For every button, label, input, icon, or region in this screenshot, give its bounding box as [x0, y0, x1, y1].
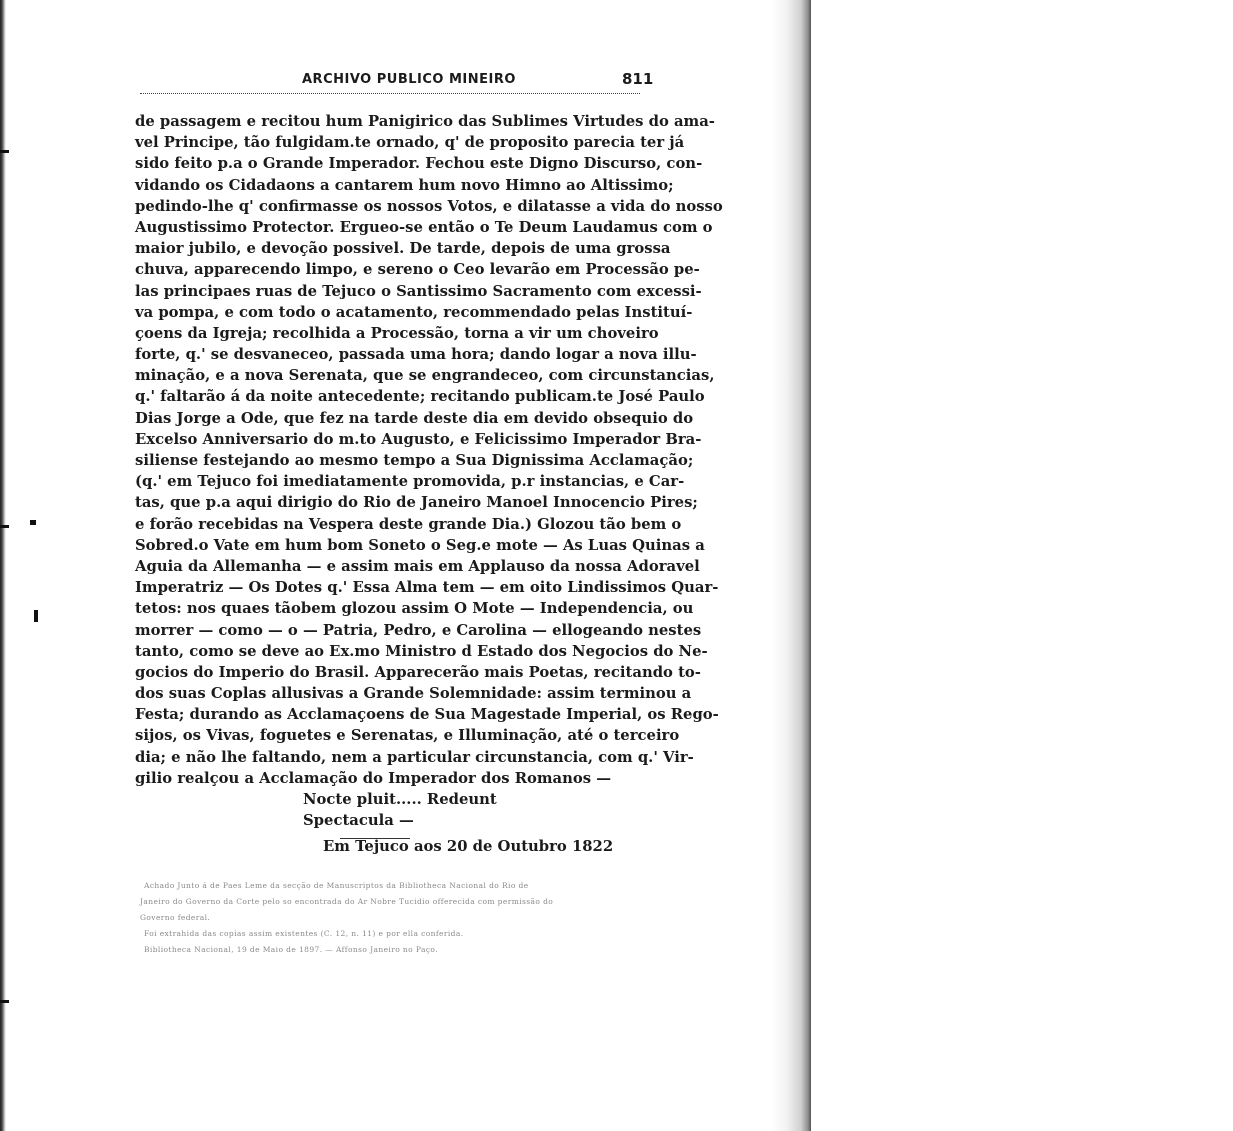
text-line: Festa; durando as Acclamaçoens de Sua Magestade Imperial, os Rego- — [135, 706, 719, 724]
text-line: tetos: nos quaes tãobem glozou assim O Mote — Independencia, ou — [135, 600, 694, 618]
footnote-line: Janeiro do Governo da Corte pelo so encontrada do Ar Nobre Tucidio offerecida com permissão do — [140, 897, 554, 906]
footnote-line: Achado Junto á de Paes Leme da secção de Manuscriptos da Bibliotheca Nacional do Rio de — [144, 881, 529, 890]
text-line: gocios do Imperio do Brasil. Apparecerão mais Poetas, recitando to- — [135, 663, 701, 681]
text-line: Aguia da Allemanha — e assim mais em Applauso da nossa Adoravel — [135, 557, 700, 575]
text-line: morrer — como — o — Patria, Pedro, e Carolina — ellogeando nestes — [135, 621, 702, 639]
footnote-line: Bibliotheca Nacional, 19 de Maio de 1897. — Affonso Janeiro no Paço. — [144, 945, 438, 954]
text-line: forte, q.' se desvaneceo, passada uma hora; dando logar a nova illu- — [135, 346, 697, 364]
text-line: dos suas Coplas allusivas a Grande Solemnidade: assim terminou a — [135, 685, 692, 703]
text-line: tanto, como se deve ao Ex.mo Ministro d Estado dos Negocios do Ne- — [135, 642, 708, 660]
text-line: va pompa, e com todo o acatamento, recommendado pelas Instituí- — [135, 303, 693, 321]
body-text — [135, 111, 723, 857]
text-line: maior jubilo, e devoção possivel. De tarde, depois de uma grossa — [135, 240, 671, 258]
scan-mark — [0, 1000, 9, 1003]
running-header-title: ARCHIVO PUBLICO MINEIRO — [302, 72, 516, 87]
text-line: dia; e não lhe faltando, nem a particular circunstancia, com q.' Vir- — [135, 748, 694, 766]
text-line: de passagem e recitou hum Panigirico das Sublimes Virtudes do ama- — [135, 113, 715, 130]
text-line: tas, que p.a aqui dirigio do Rio de Janeiro Manoel Innocencio Pires; — [135, 494, 698, 512]
text-line: Augustissimo Protector. Ergueo-se então o Te Deum Laudamus com o — [135, 218, 713, 236]
text-line: sido feito p.a o Grande Imperador. Fechou este Digno Discurso, con- — [135, 155, 703, 173]
text-line: q.' faltarão á da noite antecedente; recitando publicam.te José Paulo — [135, 388, 705, 406]
footnote-line: Foi extrahida das copias assim existentes (C. 12, n. 11) e por ella conferida. — [144, 929, 464, 938]
text-line: Excelso Anniversario do m.to Augusto, e Felicissimo Imperador Bra- — [135, 430, 702, 448]
page-left-edge — [0, 0, 6, 1131]
header-rule — [140, 93, 640, 94]
text-line: vel Principe, tão fulgidam.te ornado, q' de proposito parecia ter já — [135, 134, 685, 152]
text-line: vidando os Cidadaons a cantarem hum novo Himno ao Altissimo; — [135, 176, 674, 194]
verse-line-1: Nocte pluit..... Redeunt — [303, 791, 497, 808]
page-right-edge — [771, 0, 811, 1131]
text-line: e forão recebidas na Vespera deste grande Dia.) Glozou tão bem o — [135, 515, 682, 533]
scan-mark — [0, 150, 9, 153]
text-line: siliense festejando ao mesmo tempo a Sua Dignissima Acclamação; — [135, 452, 694, 469]
text-line: Dias Jorge a Ode, que fez na tarde deste dia em devido obsequio do — [135, 409, 694, 427]
scan-mark — [0, 525, 9, 528]
text-line: çoens da Igreja; recolhida a Processão, torna a vir um choveiro — [135, 324, 659, 342]
scan-mark — [30, 520, 36, 525]
page-number: 811 — [622, 70, 654, 88]
text-line: minação, e a nova Serenata, que se engrandeceo, com circunstancias, — [135, 367, 715, 385]
running-header — [132, 70, 652, 92]
text-line: (q.' em Tejuco foi imediatamente promovida, p.r instancias, e Car- — [135, 473, 685, 491]
text-line: chuva, apparecendo limpo, e sereno o Ceo levarão em Processão pe- — [135, 261, 700, 279]
text-line: Sobred.o Vate em hum bom Soneto o Seg.e mote — As Luas Quinas a — [135, 536, 705, 554]
footnotes — [140, 878, 645, 958]
verse-line-2: Spectacula — — [303, 812, 414, 830]
text-line: las principaes ruas de Tejuco o Santissimo Sacramento com excessi- — [135, 282, 702, 300]
text-line: pedindo-lhe q' confirmasse os nossos Votos, e dilatasse a vida do nosso — [135, 197, 723, 215]
text-line-last: gilio realçou a Acclamação do Imperador dos Romanos — — [135, 769, 612, 787]
footnote-line: Governo federal. — [140, 913, 211, 922]
place-date: Em Tejuco aos 20 de Outubro 1822 — [323, 837, 614, 855]
text-line: Imperatriz — Os Dotes q.' Essa Alma tem — em oito Lindissimos Quar- — [135, 579, 719, 597]
scan-mark — [34, 610, 38, 622]
text-line: sijos, os Vivas, foguetes e Serenatas, e Illuminação, até o terceiro — [135, 727, 680, 745]
section-separator — [340, 838, 410, 839]
